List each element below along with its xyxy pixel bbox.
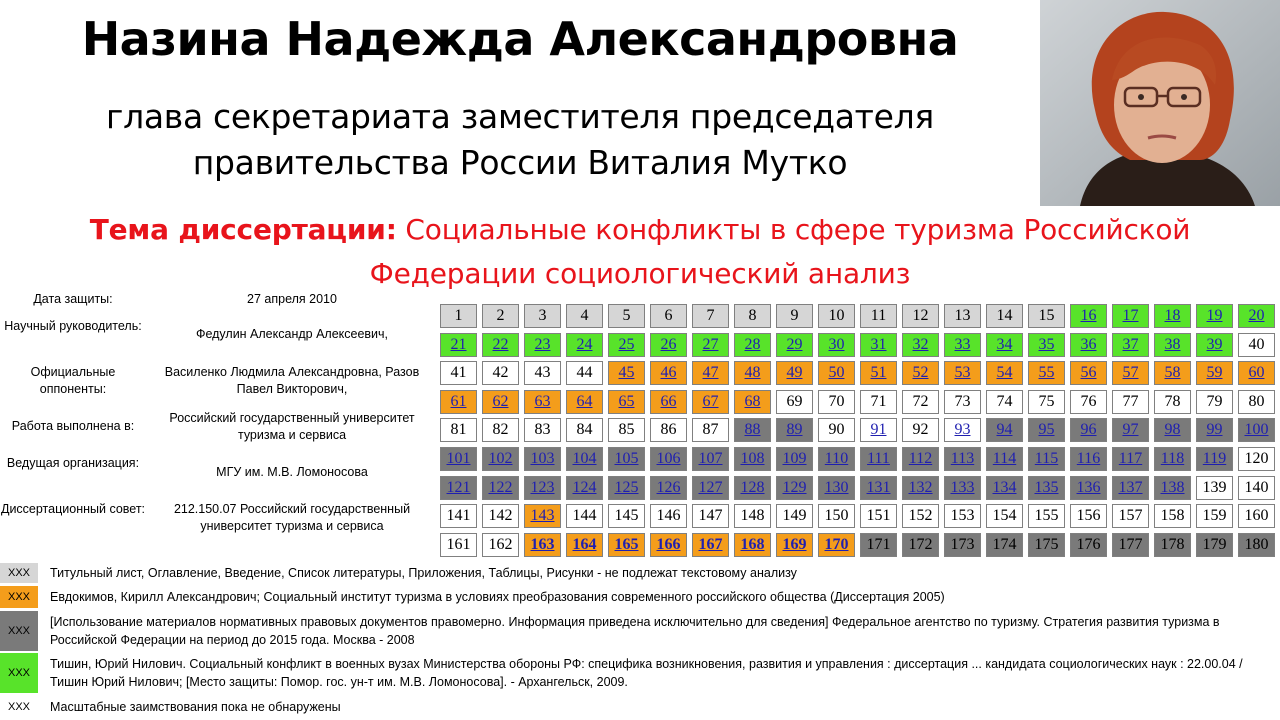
page-cell-92: 92 xyxy=(902,418,939,442)
page-cell-29[interactable]: 29 xyxy=(776,333,813,357)
page-cell-89[interactable]: 89 xyxy=(776,418,813,442)
legend-row-green xyxy=(0,653,1280,693)
page-cell-136[interactable]: 136 xyxy=(1070,476,1107,500)
page-cell-174: 174 xyxy=(986,533,1023,557)
institution-value: Российский государственный университет туризма и сервиса xyxy=(169,411,415,442)
page-cell-132[interactable]: 132 xyxy=(902,476,939,500)
page-cell-160: 160 xyxy=(1238,504,1275,528)
page-cell-37[interactable]: 37 xyxy=(1112,333,1149,357)
page-cell-58[interactable]: 58 xyxy=(1154,361,1191,385)
page-cell-81: 81 xyxy=(440,418,477,442)
page-cell-149: 149 xyxy=(776,504,813,528)
page-cell-34[interactable]: 34 xyxy=(986,333,1023,357)
council-value: 212.150.07 Российский государственный университет туризма и сервиса xyxy=(173,502,411,533)
portrait-photo xyxy=(1040,0,1280,206)
page-cell-106[interactable]: 106 xyxy=(650,447,687,471)
page-cell-146: 146 xyxy=(650,504,687,528)
page-cell-152: 152 xyxy=(902,504,939,528)
legend-text: Евдокимов, Кирилл Александрович; Социальный институт туризма в условиях преобразования современного российского общества (Диссертация 2005) xyxy=(50,590,945,604)
legend-text: [Использование материалов нормативных правовых документов правомерно. Информация приведена исключительно для сведения] Федеральное агентство по туризму. Стратегия развития туризма в Российской Федерации на период до 2015 года. Москва - 2008 xyxy=(50,615,1220,647)
legend-row-dark xyxy=(0,611,1280,651)
page-cell-151: 151 xyxy=(860,504,897,528)
page-cell-100[interactable]: 100 xyxy=(1238,418,1275,442)
page-cell-56[interactable]: 56 xyxy=(1070,361,1107,385)
page-cell-135[interactable]: 135 xyxy=(1028,476,1065,500)
page-cell-72: 72 xyxy=(902,390,939,414)
page-cell-105[interactable]: 105 xyxy=(608,447,645,471)
page-cell-102[interactable]: 102 xyxy=(482,447,519,471)
page-cell-61[interactable]: 61 xyxy=(440,390,477,414)
page-cell-101[interactable]: 101 xyxy=(440,447,477,471)
page-cell-75: 75 xyxy=(1028,390,1065,414)
page-cell-18[interactable]: 18 xyxy=(1154,304,1191,328)
page-cell-157: 157 xyxy=(1112,504,1149,528)
page-cell-161: 161 xyxy=(440,533,477,557)
page-cell-96[interactable]: 96 xyxy=(1070,418,1107,442)
page-cell-127[interactable]: 127 xyxy=(692,476,729,500)
page-cell-107[interactable]: 107 xyxy=(692,447,729,471)
page-cell-154: 154 xyxy=(986,504,1023,528)
page-cell-130[interactable]: 130 xyxy=(818,476,855,500)
page-cell-142: 142 xyxy=(482,504,519,528)
page-cell-158: 158 xyxy=(1154,504,1191,528)
page-cell-99[interactable]: 99 xyxy=(1196,418,1233,442)
page-cell-27[interactable]: 27 xyxy=(692,333,729,357)
page-cell-7: 7 xyxy=(692,304,729,328)
page-cell-178: 178 xyxy=(1154,533,1191,557)
page-cell-2: 2 xyxy=(482,304,519,328)
page-cell-175: 175 xyxy=(1028,533,1065,557)
page-cell-76: 76 xyxy=(1070,390,1107,414)
page-cell-180: 180 xyxy=(1238,533,1275,557)
page-cell-139: 139 xyxy=(1196,476,1233,500)
page-cell-83: 83 xyxy=(524,418,561,442)
page-cell-12: 12 xyxy=(902,304,939,328)
page-cell-80: 80 xyxy=(1238,390,1275,414)
legend-swatch: XXX xyxy=(0,697,38,717)
defense-date-value: 27 апреля 2010 xyxy=(247,292,337,306)
page-cell-16[interactable]: 16 xyxy=(1070,304,1107,328)
page-cell-145: 145 xyxy=(608,504,645,528)
page-cell-120: 120 xyxy=(1238,447,1275,471)
page-cell-155: 155 xyxy=(1028,504,1065,528)
page-cell-91[interactable]: 91 xyxy=(860,418,897,442)
page-cell-170[interactable]: 170 xyxy=(818,533,855,557)
page-cell-128[interactable]: 128 xyxy=(734,476,771,500)
page-cell-115[interactable]: 115 xyxy=(1028,447,1065,471)
page-cell-62[interactable]: 62 xyxy=(482,390,519,414)
page-cell-5: 5 xyxy=(608,304,645,328)
page-cell-36[interactable]: 36 xyxy=(1070,333,1107,357)
page-cell-43: 43 xyxy=(524,361,561,385)
page-cell-21[interactable]: 21 xyxy=(440,333,477,357)
page-cell-15: 15 xyxy=(1028,304,1065,328)
page-cell-41: 41 xyxy=(440,361,477,385)
page-cell-60[interactable]: 60 xyxy=(1238,361,1275,385)
page-cell-1: 1 xyxy=(440,304,477,328)
page-cell-164[interactable]: 164 xyxy=(566,533,603,557)
page-cell-150: 150 xyxy=(818,504,855,528)
page-cell-9: 9 xyxy=(776,304,813,328)
page-cell-143[interactable]: 143 xyxy=(524,504,561,528)
page-cell-179: 179 xyxy=(1196,533,1233,557)
page-cell-144: 144 xyxy=(566,504,603,528)
page-cell-35[interactable]: 35 xyxy=(1028,333,1065,357)
page-cell-65[interactable]: 65 xyxy=(608,390,645,414)
page-cell-90: 90 xyxy=(818,418,855,442)
page-cell-47[interactable]: 47 xyxy=(692,361,729,385)
page-cell-131[interactable]: 131 xyxy=(860,476,897,500)
institution-label: Работа выполнена в: xyxy=(11,419,135,433)
page-cell-49[interactable]: 49 xyxy=(776,361,813,385)
page-cell-172: 172 xyxy=(902,533,939,557)
page-cell-168[interactable]: 168 xyxy=(734,533,771,557)
page-cell-114[interactable]: 114 xyxy=(986,447,1023,471)
page-cell-148: 148 xyxy=(734,504,771,528)
page-cell-117[interactable]: 117 xyxy=(1112,447,1149,471)
page-cell-113[interactable]: 113 xyxy=(944,447,981,471)
page-cell-6: 6 xyxy=(650,304,687,328)
page-cell-119[interactable]: 119 xyxy=(1196,447,1233,471)
page-cell-137[interactable]: 137 xyxy=(1112,476,1149,500)
page-cell-153: 153 xyxy=(944,504,981,528)
page-cell-44: 44 xyxy=(566,361,603,385)
page-cell-93[interactable]: 93 xyxy=(944,418,981,442)
legend-text: Масштабные заимствования пока не обнаружены xyxy=(50,700,341,714)
page-cell-138[interactable]: 138 xyxy=(1154,476,1191,500)
page-cell-24[interactable]: 24 xyxy=(566,333,603,357)
page-cell-82: 82 xyxy=(482,418,519,442)
opponents-label: Официальные оппоненты: xyxy=(30,365,116,396)
page-cell-67[interactable]: 67 xyxy=(692,390,729,414)
page-cell-25[interactable]: 25 xyxy=(608,333,645,357)
page-cell-98[interactable]: 98 xyxy=(1154,418,1191,442)
page-cell-133[interactable]: 133 xyxy=(944,476,981,500)
legend-text: Тишин, Юрий Нилович. Социальный конфликт в военных вузах Министерства обороны РФ: специфика возникновения, развития и управления : диссертация ... кандидата социологических наук : 22.00.04 / Тишин Юрий Нилович; [Место защиты: Помор. гос. ун-т им. М.В. Ломоносова]. - Архангельск, 2009. xyxy=(50,657,1243,689)
page-cell-79: 79 xyxy=(1196,390,1233,414)
page-cell-46[interactable]: 46 xyxy=(650,361,687,385)
leading-org-label: Ведущая организация: xyxy=(6,456,140,470)
page-cell-20[interactable]: 20 xyxy=(1238,304,1275,328)
legend-swatch: XXX xyxy=(0,563,38,583)
page-cell-110[interactable]: 110 xyxy=(818,447,855,471)
page-cell-94[interactable]: 94 xyxy=(986,418,1023,442)
page-cell-97[interactable]: 97 xyxy=(1112,418,1149,442)
council-label: Диссертационный совет: xyxy=(0,502,146,516)
page-cell-11: 11 xyxy=(860,304,897,328)
leading-org-value: МГУ им. М.В. Ломоносова xyxy=(216,465,368,479)
page-cell-39[interactable]: 39 xyxy=(1196,333,1233,357)
legend-row-none xyxy=(0,697,1280,717)
page-cell-33[interactable]: 33 xyxy=(944,333,981,357)
page-cell-30[interactable]: 30 xyxy=(818,333,855,357)
page-cell-125[interactable]: 125 xyxy=(608,476,645,500)
page-cell-123[interactable]: 123 xyxy=(524,476,561,500)
legend-text: Титульный лист, Оглавление, Введение, Список литературы, Приложения, Таблицы, Рисунки - не подлежат текстовому анализу xyxy=(50,566,797,580)
page-cell-45[interactable]: 45 xyxy=(608,361,645,385)
page-cell-121[interactable]: 121 xyxy=(440,476,477,500)
theme-label: Тема диссертации: xyxy=(89,213,397,246)
page-cell-159: 159 xyxy=(1196,504,1233,528)
page-cell-112[interactable]: 112 xyxy=(902,447,939,471)
legend-swatch: XXX xyxy=(0,586,38,608)
page-cell-162: 162 xyxy=(482,533,519,557)
page-cell-8: 8 xyxy=(734,304,771,328)
theme-text: Социальные конфликты в сфере туризма Российской Федерации социологический анализ xyxy=(369,213,1191,290)
page-cell-52[interactable]: 52 xyxy=(902,361,939,385)
page-cell-42: 42 xyxy=(482,361,519,385)
page-cell-23[interactable]: 23 xyxy=(524,333,561,357)
page-cell-116[interactable]: 116 xyxy=(1070,447,1107,471)
page-cell-171: 171 xyxy=(860,533,897,557)
page-cell-4: 4 xyxy=(566,304,603,328)
page-cell-63[interactable]: 63 xyxy=(524,390,561,414)
page-cell-176: 176 xyxy=(1070,533,1107,557)
page-cell-166[interactable]: 166 xyxy=(650,533,687,557)
page-cell-122[interactable]: 122 xyxy=(482,476,519,500)
page-cell-73: 73 xyxy=(944,390,981,414)
page-cell-10: 10 xyxy=(818,304,855,328)
legend-swatch: XXX xyxy=(0,653,38,693)
page-cell-140: 140 xyxy=(1238,476,1275,500)
page-cell-134[interactable]: 134 xyxy=(986,476,1023,500)
page-cell-17[interactable]: 17 xyxy=(1112,304,1149,328)
page-cell-165[interactable]: 165 xyxy=(608,533,645,557)
page-cell-78: 78 xyxy=(1154,390,1191,414)
page-cell-68[interactable]: 68 xyxy=(734,390,771,414)
page-cell-108[interactable]: 108 xyxy=(734,447,771,471)
page-cell-167[interactable]: 167 xyxy=(692,533,729,557)
page-cell-53[interactable]: 53 xyxy=(944,361,981,385)
page-cell-64[interactable]: 64 xyxy=(566,390,603,414)
page-cell-57[interactable]: 57 xyxy=(1112,361,1149,385)
page-cell-14: 14 xyxy=(986,304,1023,328)
page-cell-85: 85 xyxy=(608,418,645,442)
page-cell-88[interactable]: 88 xyxy=(734,418,771,442)
page-cell-22[interactable]: 22 xyxy=(482,333,519,357)
page-cell-13: 13 xyxy=(944,304,981,328)
page-cell-173: 173 xyxy=(944,533,981,557)
page-cell-169[interactable]: 169 xyxy=(776,533,813,557)
page-cell-66[interactable]: 66 xyxy=(650,390,687,414)
page-cell-54[interactable]: 54 xyxy=(986,361,1023,385)
page-cell-59[interactable]: 59 xyxy=(1196,361,1233,385)
page-cell-51[interactable]: 51 xyxy=(860,361,897,385)
page-cell-163[interactable]: 163 xyxy=(524,533,561,557)
page-cell-40: 40 xyxy=(1238,333,1275,357)
page-cell-177: 177 xyxy=(1112,533,1149,557)
page-cell-111[interactable]: 111 xyxy=(860,447,897,471)
page-cell-70: 70 xyxy=(818,390,855,414)
page-cell-38[interactable]: 38 xyxy=(1154,333,1191,357)
page-cell-126[interactable]: 126 xyxy=(650,476,687,500)
page-cell-103[interactable]: 103 xyxy=(524,447,561,471)
page-cell-77: 77 xyxy=(1112,390,1149,414)
defense-date-label: Дата защиты: xyxy=(33,292,113,306)
page-cell-156: 156 xyxy=(1070,504,1107,528)
legend-swatch: XXX xyxy=(0,611,38,651)
page-cell-147: 147 xyxy=(692,504,729,528)
page-cell-32[interactable]: 32 xyxy=(902,333,939,357)
page-cell-87: 87 xyxy=(692,418,729,442)
page-cell-28[interactable]: 28 xyxy=(734,333,771,357)
page-cell-69: 69 xyxy=(776,390,813,414)
page-cell-74: 74 xyxy=(986,390,1023,414)
page-cell-3: 3 xyxy=(524,304,561,328)
page-cell-109[interactable]: 109 xyxy=(776,447,813,471)
page-cell-95[interactable]: 95 xyxy=(1028,418,1065,442)
supervisor-label: Научный руководитель: xyxy=(4,319,142,333)
opponents-value: Василенко Людмила Александровна, Разов Павел Викторович, xyxy=(164,365,420,396)
page-cell-104[interactable]: 104 xyxy=(566,447,603,471)
page-cell-55[interactable]: 55 xyxy=(1028,361,1065,385)
person-name: Назина Надежда Александровна xyxy=(81,12,959,66)
page-cell-86: 86 xyxy=(650,418,687,442)
dissertation-theme xyxy=(40,208,1240,296)
page-cell-118[interactable]: 118 xyxy=(1154,447,1191,471)
page-cell-31[interactable]: 31 xyxy=(860,333,897,357)
page-cell-71: 71 xyxy=(860,390,897,414)
page-cell-141: 141 xyxy=(440,504,477,528)
page-cell-84: 84 xyxy=(566,418,603,442)
legend-row-title xyxy=(0,563,1280,583)
page-cell-19[interactable]: 19 xyxy=(1196,304,1233,328)
page-cell-48[interactable]: 48 xyxy=(734,361,771,385)
page-cell-50[interactable]: 50 xyxy=(818,361,855,385)
page-cell-124[interactable]: 124 xyxy=(566,476,603,500)
person-position: глава секретариата заместителя председателя правительства России Виталия Мутко xyxy=(106,97,934,182)
page-cell-129[interactable]: 129 xyxy=(776,476,813,500)
page-cell-26[interactable]: 26 xyxy=(650,333,687,357)
legend-row-orange xyxy=(0,586,1280,608)
supervisor-value: Федулин Александр Алексеевич, xyxy=(195,327,389,341)
